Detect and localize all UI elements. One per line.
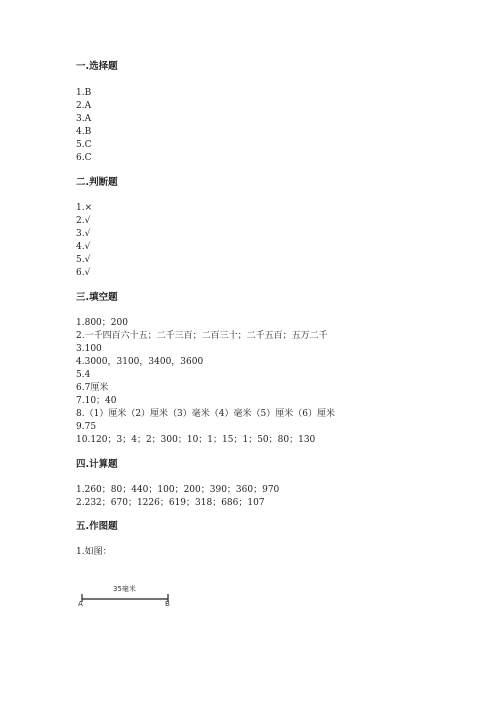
judgment-answer-3: 3.√ [76, 229, 91, 239]
fill-answer-2: 2.一千四百六十五；二千三百；二百三十；二千五百；五万二千 [76, 331, 328, 341]
judgment-answer-5: 5.√ [76, 255, 91, 265]
choice-answer-3: 3.A [76, 114, 92, 124]
choice-answer-4: 4.B [76, 127, 92, 137]
fill-answer-8: 8.（1）厘米（2）厘米（3）毫米（4）毫米（5）厘米（6）厘米 [76, 409, 335, 419]
choice-answer-2: 2.A [76, 101, 92, 111]
section-heading-fill: 三.填空题 [76, 292, 118, 303]
choice-answer-6: 6.C [76, 153, 92, 163]
fill-answer-3: 3.100 [76, 344, 102, 354]
choice-answer-1: 1.B [76, 88, 92, 98]
point-a-label: A [78, 600, 83, 608]
choice-answer-5: 5.C [76, 140, 92, 150]
calc-answer-2: 2.232；670；1226；619；318；686；107 [76, 498, 265, 508]
line-segment-drawing [76, 577, 186, 617]
fill-answer-1: 1.800；200 [76, 318, 128, 328]
section-heading-judgment: 二.判断题 [76, 177, 118, 188]
line-segment-figure [76, 577, 186, 617]
point-b-label: B [165, 600, 170, 608]
fill-answer-9: 9.75 [76, 422, 97, 432]
section-heading-choice: 一.选择题 [76, 61, 118, 72]
drawing-answer-1: 1.如图： [76, 547, 112, 557]
segment-length-label: 35毫米 [113, 585, 136, 593]
judgment-answer-4: 4.√ [76, 242, 91, 252]
fill-answer-4: 4.3000，3100，3400，3600 [76, 357, 204, 367]
fill-answer-10: 10.120；3；4；2；300；10；1；15；1；50；80；130 [76, 435, 316, 445]
judgment-answer-1: 1.× [76, 203, 93, 213]
judgment-answer-2: 2.√ [76, 216, 91, 226]
fill-answer-7: 7.10；40 [76, 396, 117, 406]
calc-answer-1: 1.260；80；440；100；200；390；360；970 [76, 485, 280, 495]
section-heading-calc: 四.计算题 [76, 459, 118, 470]
fill-answer-5: 5.4 [76, 370, 91, 380]
judgment-answer-6: 6.√ [76, 268, 91, 278]
section-heading-drawing: 五.作图题 [76, 521, 118, 532]
fill-answer-6: 6.7厘米 [76, 383, 109, 393]
